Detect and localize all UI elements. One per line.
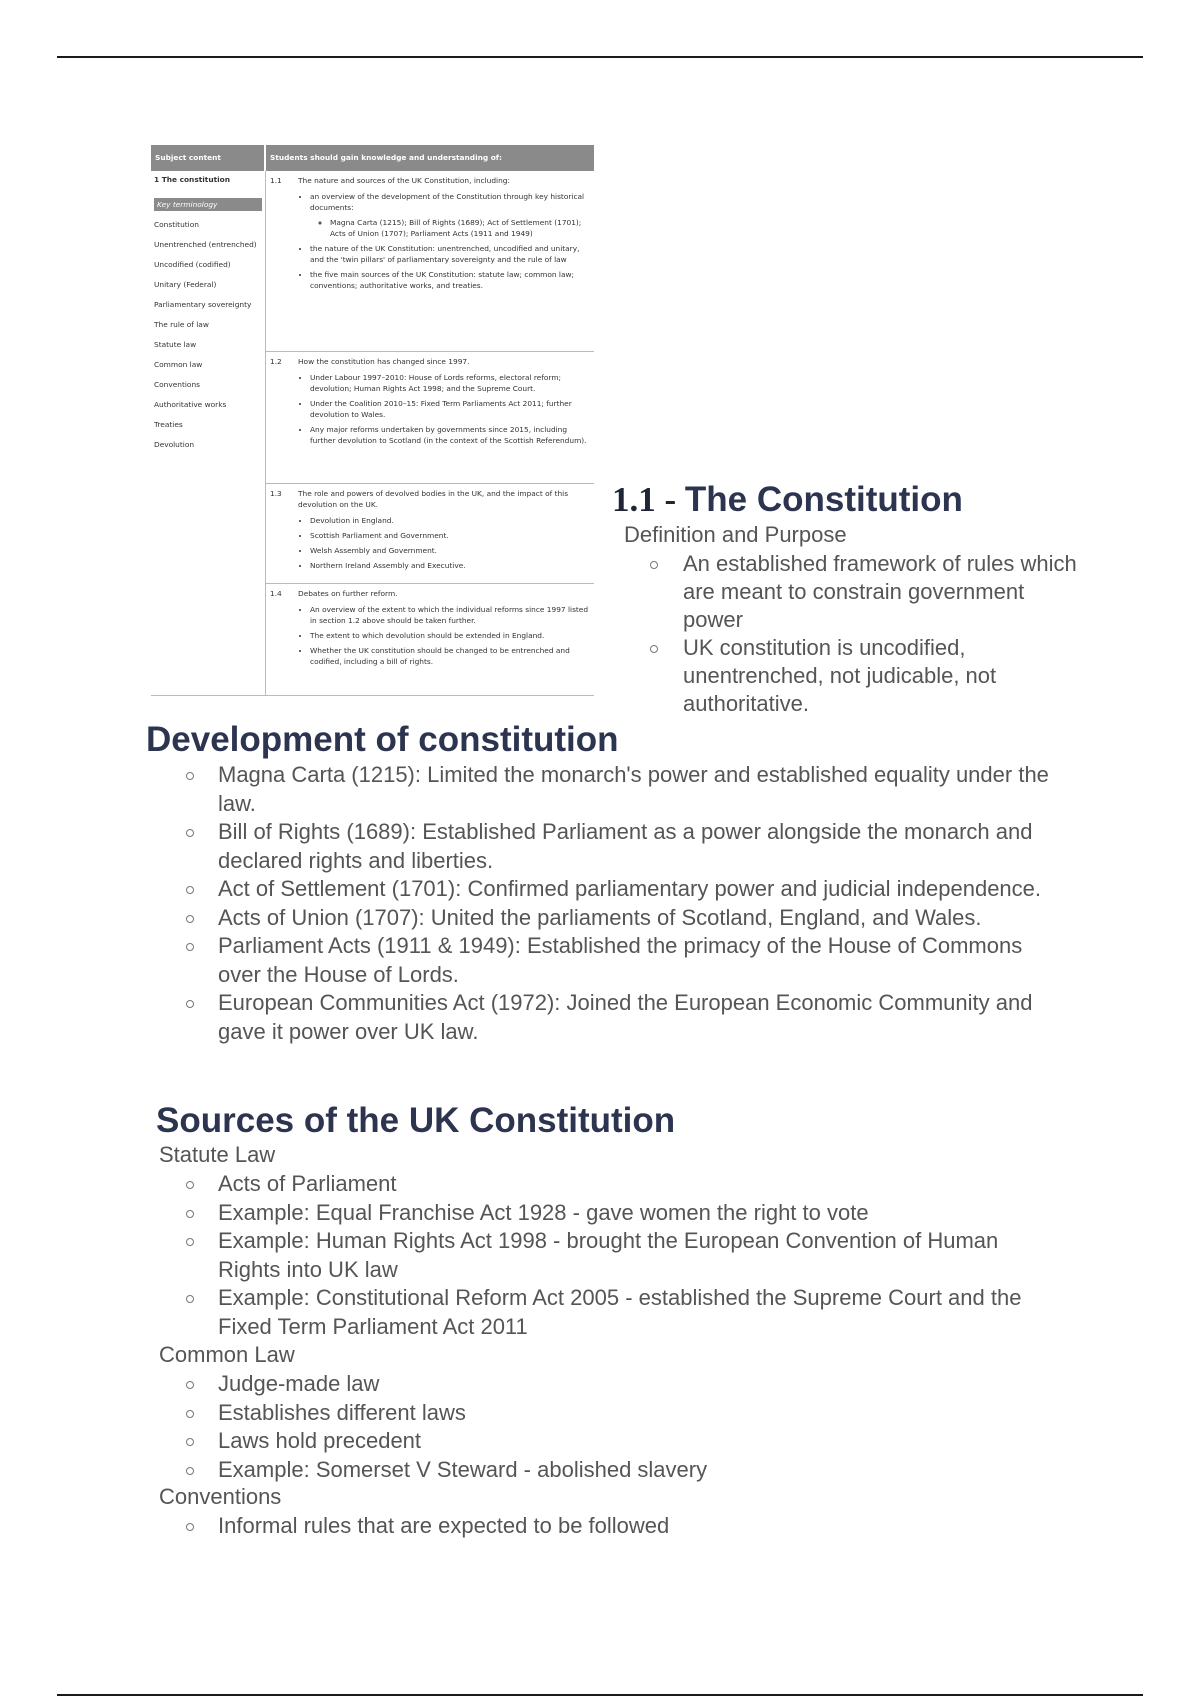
conventions-list [186, 1512, 1056, 1541]
term: Unentrenched (entrenched) [154, 240, 257, 249]
top-rule [57, 56, 1143, 58]
spec-section-title: How the constitution has changed since 1997. [298, 357, 470, 366]
term: Unitary (Federal) [154, 280, 217, 289]
term: Authoritative works [154, 400, 227, 409]
list-item: Bill of Rights (1689): Established Parliament as a power alongside the monarch and declared rights and liberties. [186, 818, 1056, 875]
term: Constitution [154, 220, 199, 229]
spec-bullet: • Northern Ireland Assembly and Executive. [310, 560, 590, 571]
spec-right-column [266, 171, 594, 696]
spec-section-1-2 [266, 352, 594, 484]
bottom-rule [57, 1694, 1143, 1696]
definition-subheading: Definition and Purpose [624, 522, 847, 547]
term: Devolution [154, 440, 195, 449]
list-item: Establishes different laws [186, 1399, 1056, 1428]
statute-law-list [186, 1170, 1056, 1341]
conventions-label: Conventions [159, 1484, 282, 1509]
list-item: Magna Carta (1215): Limited the monarch's power and established equality under the law. [186, 761, 1056, 818]
spec-section-number: 1.4 [270, 589, 282, 598]
list-item: Example: Somerset V Steward - abolished slavery [186, 1456, 1056, 1485]
term: Conventions [154, 380, 200, 389]
spec-bullet: • Under the Coalition 2010–15: Fixed Term Parliaments Act 2011; further devolution to Wales. [310, 398, 590, 420]
spec-subject-title: 1 The constitution [154, 175, 230, 184]
key-terminology-label: Key terminology [154, 198, 262, 211]
spec-section-title: The nature and sources of the UK Constitution, including: [298, 176, 510, 185]
spec-bullet: • The extent to which devolution should be extended in England. [310, 630, 590, 641]
spec-bullet: • Any major reforms undertaken by governments since 2015, including further devolution to Scotland (in the context of the Scottish Referendum). [310, 424, 590, 446]
list-item: Judge-made law [186, 1370, 1056, 1399]
term: The rule of law [154, 320, 209, 329]
spec-bullet: • Scottish Parliament and Government. [310, 530, 590, 541]
list-item: Laws hold precedent [186, 1427, 1056, 1456]
list-item: Example: Equal Franchise Act 1928 - gave women the right to vote [186, 1199, 1056, 1228]
spec-left-column [151, 171, 266, 696]
definition-list [650, 550, 1080, 718]
list-item: UK constitution is uncodified, unentrenched, not judicable, not authoritative. [650, 634, 1080, 718]
term: Treaties [154, 420, 183, 429]
common-law-list [186, 1370, 1056, 1484]
spec-section-number: 1.1 [270, 176, 282, 185]
list-item: Act of Settlement (1701): Confirmed parliamentary power and judicial independence. [186, 875, 1056, 904]
term: Parliamentary sovereignty [154, 300, 252, 309]
spec-table-header [151, 145, 594, 171]
sources-heading: Sources of the UK Constitution [156, 1101, 676, 1140]
spec-bullet: • Devolution in England. [310, 515, 590, 526]
spec-bullet: • the nature of the UK Constitution: unentrenched, uncodified and unitary, and the 'twin pillars' of parliamentary sovereignty and the rule of law [310, 243, 590, 265]
section-dash: - [664, 480, 677, 519]
specification-table [151, 145, 594, 696]
spec-bullet: • Under Labour 1997–2010: House of Lords reforms, electoral reform; devolution; Human Rights Act 1998; and the Supreme Court. [310, 372, 590, 394]
term: Uncodified (codified) [154, 260, 231, 269]
list-item: Informal rules that are expected to be followed [186, 1512, 1056, 1541]
list-item: Acts of Union (1707): United the parliaments of Scotland, England, and Wales. [186, 904, 1056, 933]
term: Common law [154, 360, 203, 369]
spec-section-1-4 [266, 584, 594, 674]
spec-section-title: Debates on further reform. [298, 589, 398, 598]
section-title [612, 480, 963, 520]
list-item: An established framework of rules which are meant to constrain government power [650, 550, 1080, 634]
list-item: Example: Constitutional Reform Act 2005 - established the Supreme Court and the Fixed Term Parliament Act 2011 [186, 1284, 1056, 1341]
development-heading: Development of constitution [146, 720, 619, 759]
term: Statute law [154, 340, 197, 349]
list-item: European Communities Act (1972): Joined the European Economic Community and gave it power over UK law. [186, 989, 1056, 1046]
spec-sub-bullet: ◦ Magna Carta (1215); Bill of Rights (1689); Act of Settlement (1701); Acts of Union (1707); Parliament Acts (1911 and 1949) [330, 217, 590, 239]
spec-bullet: • the five main sources of the UK Constitution: statute law; common law; conventions; authoritative works, and treaties. [310, 269, 590, 291]
spec-bullet: • an overview of the development of the Constitution through key historical documents: [310, 191, 590, 213]
spec-section-1-1 [266, 171, 594, 352]
spec-section-number: 1.3 [270, 489, 282, 498]
statute-law-label: Statute Law [159, 1142, 276, 1167]
spec-bullet: • An overview of the extent to which the individual reforms since 1997 listed in section 1.2 above should be taken further. [310, 604, 590, 626]
development-list [186, 761, 1056, 1046]
spec-section-title: The role and powers of devolved bodies in the UK, and the impact of this devolution on the UK. [298, 489, 569, 509]
list-item: Example: Human Rights Act 1998 - brought the European Convention of Human Rights into UK law [186, 1227, 1056, 1284]
spec-bullet: • Welsh Assembly and Government. [310, 545, 590, 556]
spec-header-students: Students should gain knowledge and understanding of: [270, 153, 502, 162]
list-item: Acts of Parliament [186, 1170, 1056, 1199]
common-law-label: Common Law [159, 1342, 295, 1367]
section-title-text: The Constitution [684, 480, 963, 519]
spec-header-subject: Subject content [151, 145, 266, 171]
list-item: Parliament Acts (1911 & 1949): Established the primacy of the House of Commons over the House of Lords. [186, 932, 1056, 989]
spec-section-number: 1.2 [270, 357, 282, 366]
spec-section-1-3 [266, 484, 594, 584]
spec-bullet: • Whether the UK constitution should be changed to be entrenched and codified, including a bill of rights. [310, 645, 590, 667]
section-number: 1.1 [612, 480, 656, 519]
